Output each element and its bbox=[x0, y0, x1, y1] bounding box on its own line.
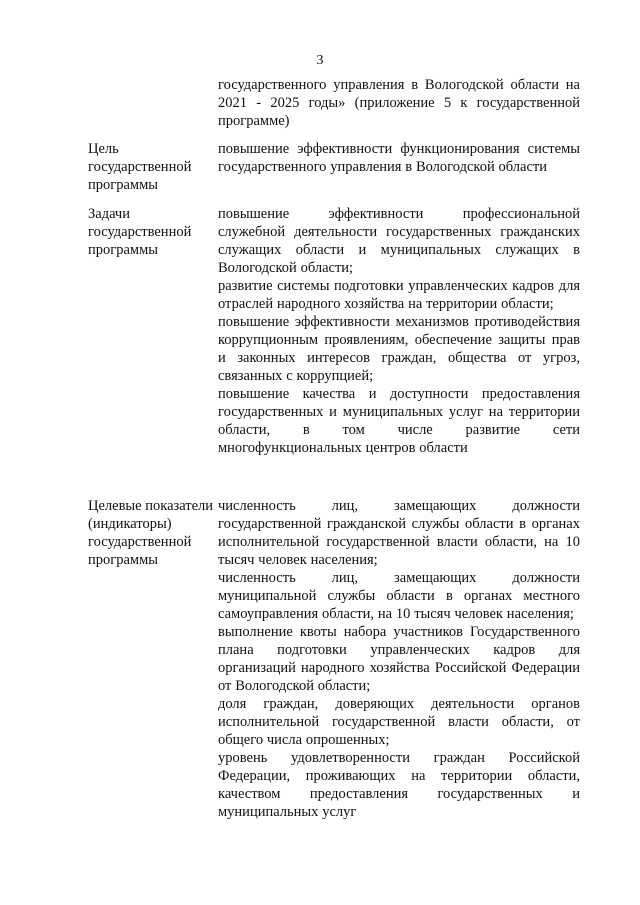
task-item: повышение качества и доступности предоставления государственных и муниципальных услуг на территории области, в том числе развитие сети многофункциональных центров области bbox=[218, 386, 580, 456]
program-goal-row bbox=[88, 140, 580, 194]
program-goal-content bbox=[218, 140, 580, 176]
task-item: повышение эффективности профессиональной служебной деятельности государственных гражданских служащих области и муниципальных служащих в Вологодской области; bbox=[218, 206, 580, 276]
continuation-text: государственного управления в Вологодской области на 2021 - 2025 годы» (приложение 5 к государственной программе) bbox=[218, 77, 580, 129]
program-tasks-label: Задачи государственной программы bbox=[88, 206, 192, 258]
program-indicators-label: Целевые показатели (индикаторы) государственной программы bbox=[88, 498, 214, 568]
indicator-item: численность лиц, замещающих должности муниципальной службы области в органах местного самоуправления области, на 10 тысяч человек населения; bbox=[218, 570, 580, 622]
page-number: 3 bbox=[316, 53, 324, 68]
program-title-continuation bbox=[218, 76, 580, 130]
task-item: повышение эффективности механизмов противодействия коррупционным проявлениям, обеспечение защиты прав и законных интересов граждан, общества от угроз, связанных с коррупцией; bbox=[218, 314, 580, 384]
indicator-item: выполнение квоты набора участников Государственного плана подготовки управленческих кадров для организаций народного хозяйства Российской Федерации от Вологодской области; bbox=[218, 624, 580, 694]
indicator-item: численность лиц, замещающих должности государственной гражданской службы области в органах исполнительной государственной власти области, на 10 тысяч человек населения; bbox=[218, 498, 580, 568]
program-tasks-row bbox=[88, 205, 580, 457]
indicator-item: доля граждан, доверяющих деятельности органов исполнительной государственной власти области, от общего числа опрошенных; bbox=[218, 696, 580, 748]
program-indicators-content bbox=[218, 497, 580, 821]
program-indicators-row bbox=[88, 497, 580, 821]
task-item: развитие системы подготовки управленческих кадров для отраслей народного хозяйства на территории области; bbox=[218, 278, 580, 312]
program-goal-label: Цель государственной программы bbox=[88, 141, 192, 193]
indicator-item: уровень удовлетворенности граждан Российской Федерации, проживающих на территории области, качеством предоставления государственных и муниципальных услуг bbox=[218, 750, 580, 820]
program-goal-text: повышение эффективности функционирования системы государственного управления в Вологодской области bbox=[218, 141, 580, 175]
program-tasks-content bbox=[218, 205, 580, 457]
